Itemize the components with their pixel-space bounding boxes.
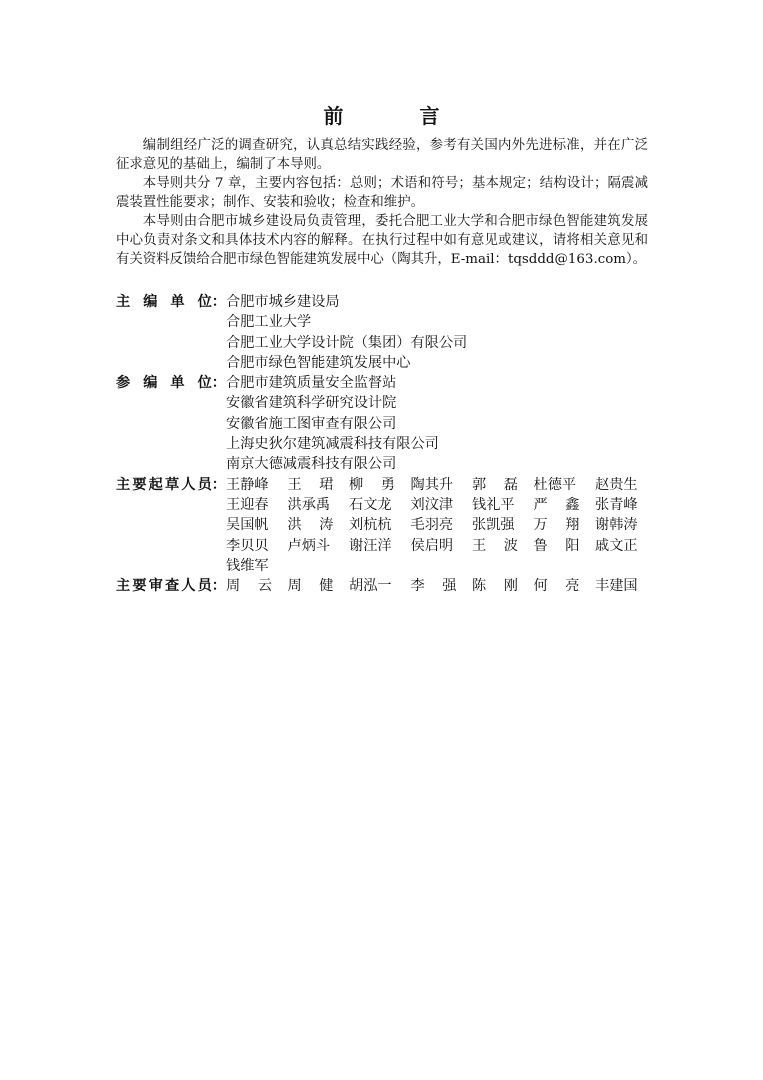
unit-item: 上海史狄尔建筑减震科技有限公司 bbox=[226, 436, 439, 453]
name-char: 珺 bbox=[319, 476, 334, 493]
label-char: 审 bbox=[148, 578, 163, 595]
label-char: 位 bbox=[197, 375, 212, 392]
participating-units-row bbox=[116, 373, 656, 474]
name-char: 周 bbox=[226, 578, 241, 595]
person-name: 王静峰 bbox=[226, 476, 269, 493]
name-char: 王 bbox=[287, 476, 302, 493]
name-char: 健 bbox=[319, 578, 334, 595]
unit-item: 安徽省建筑科学研究设计院 bbox=[226, 395, 397, 412]
name-char: 亮 bbox=[565, 578, 580, 595]
name-char: 何 bbox=[533, 578, 548, 595]
name-char: 波 bbox=[503, 537, 518, 554]
reviewers-names bbox=[226, 576, 657, 596]
participating-units-label bbox=[116, 373, 226, 393]
label-char: 草 bbox=[164, 476, 180, 493]
name-char: 王 bbox=[472, 537, 487, 554]
drafters-label bbox=[116, 475, 226, 495]
spaced-label bbox=[116, 292, 212, 312]
credits-section bbox=[116, 292, 656, 596]
label-char: 人 bbox=[181, 476, 196, 493]
label-char: 参 bbox=[116, 375, 131, 392]
participating-units-list bbox=[226, 373, 656, 474]
person-name: 李贝贝 bbox=[226, 537, 269, 554]
unit-item: 安徽省施工图审查有限公司 bbox=[226, 415, 397, 432]
label-char: 位 bbox=[197, 294, 212, 310]
label-colon: ： bbox=[211, 294, 226, 310]
person-name: 洪承禹 bbox=[287, 496, 331, 513]
unit-item: 合肥市绿色智能建筑发展中心 bbox=[226, 354, 411, 371]
person-name bbox=[534, 536, 580, 556]
person-name: 侯启明 bbox=[410, 537, 454, 554]
unit-item: 南京大德减震科技有限公司 bbox=[226, 456, 397, 473]
person-name: 丰建国 bbox=[595, 578, 638, 595]
label-colon: ： bbox=[211, 476, 226, 493]
person-name bbox=[534, 515, 580, 535]
name-char: 强 bbox=[442, 578, 457, 595]
person-name: 王迎春 bbox=[226, 496, 269, 513]
unit-item: 合肥市建筑质量安全监督站 bbox=[226, 375, 397, 392]
person-name bbox=[411, 576, 457, 596]
person-name: 张青峰 bbox=[595, 496, 638, 513]
name-char: 李 bbox=[410, 578, 425, 595]
name-char: 郭 bbox=[472, 476, 487, 493]
label-char: 主 bbox=[116, 294, 131, 310]
person-name bbox=[288, 475, 334, 495]
unit-item: 合肥工业大学 bbox=[226, 314, 312, 331]
chief-units-label bbox=[116, 292, 226, 312]
label-colon: ： bbox=[211, 375, 226, 392]
person-name: 杜德平 bbox=[533, 476, 577, 493]
name-char: 严 bbox=[533, 496, 548, 513]
name-char: 鲁 bbox=[533, 537, 548, 554]
person-name: 胡泓一 bbox=[349, 578, 392, 595]
label-char: 主 bbox=[116, 578, 131, 595]
name-char: 周 bbox=[287, 578, 302, 595]
person-name bbox=[288, 576, 334, 596]
name-char: 涛 bbox=[319, 517, 334, 534]
person-name: 谢汪洋 bbox=[349, 537, 392, 554]
spaced-label bbox=[116, 475, 212, 495]
person-name bbox=[534, 495, 580, 515]
person-name: 石文龙 bbox=[349, 496, 392, 513]
spaced-label bbox=[116, 576, 212, 596]
person-name bbox=[472, 576, 518, 596]
label-char: 员 bbox=[197, 476, 212, 493]
person-name: 戚文正 bbox=[595, 537, 638, 554]
label-char: 编 bbox=[143, 294, 158, 310]
person-name: 谢韩涛 bbox=[595, 517, 638, 534]
name-char: 陈 bbox=[472, 578, 487, 595]
unit-item: 合肥工业大学设计院（集团）有限公司 bbox=[226, 334, 468, 351]
name-char: 勇 bbox=[380, 476, 395, 493]
name-char: 磊 bbox=[503, 476, 518, 493]
person-name bbox=[472, 536, 518, 556]
label-char: 人 bbox=[181, 578, 196, 595]
spaced-label bbox=[116, 373, 212, 393]
unit-item: 合肥市城乡建设局 bbox=[226, 294, 340, 310]
drafters-names bbox=[226, 475, 657, 576]
preface-paragraph: 编制组经广泛的调查研究，认真总结实践经验，参考有关国内外先进标准，并在广泛征求意见的基础上，编制了本导则。 bbox=[116, 138, 648, 172]
label-char: 要 bbox=[132, 476, 147, 493]
label-char: 单 bbox=[170, 294, 185, 310]
label-char: 要 bbox=[132, 578, 147, 595]
page-title: 前 言 bbox=[323, 104, 468, 128]
person-name: 卢炳斗 bbox=[287, 537, 331, 554]
label-colon: ： bbox=[211, 578, 226, 595]
person-name: 赵贵生 bbox=[595, 476, 638, 493]
person-name bbox=[534, 576, 580, 596]
person-name bbox=[226, 576, 272, 596]
preface-paragraph: 本导则由合肥市城乡建设局负责管理，委托合肥工业大学和合肥市绿色智能建筑发展中心负责对条文和具体技术内容的解释。在执行过程中如有意见或建议，请将相关意见和有关资料反馈给合肥市绿色智能建筑发展中心（陶其升，E-mail：tqsddd@163.com）。 bbox=[116, 214, 648, 267]
name-char: 洪 bbox=[287, 517, 302, 534]
chief-units-row bbox=[116, 292, 656, 373]
person-name bbox=[288, 515, 334, 535]
name-char: 鑫 bbox=[565, 496, 580, 513]
label-char: 员 bbox=[197, 578, 212, 595]
name-char: 云 bbox=[257, 578, 272, 595]
name-char: 万 bbox=[533, 517, 548, 534]
reviewers-label bbox=[116, 576, 226, 596]
preface-section bbox=[116, 136, 648, 269]
label-char: 查 bbox=[164, 578, 180, 595]
name-char: 阳 bbox=[565, 537, 580, 554]
label-char: 起 bbox=[148, 476, 163, 493]
chief-units-list bbox=[226, 292, 656, 373]
label-char: 主 bbox=[116, 476, 131, 493]
name-char: 柳 bbox=[349, 476, 364, 493]
person-name: 毛羽亮 bbox=[410, 517, 454, 534]
person-name: 刘汶津 bbox=[410, 496, 454, 513]
person-name: 刘杭杭 bbox=[349, 517, 392, 534]
label-char: 编 bbox=[143, 375, 158, 392]
reviewers-row bbox=[116, 576, 656, 596]
name-char: 刚 bbox=[503, 578, 518, 595]
name-char: 翔 bbox=[565, 517, 580, 534]
label-char: 单 bbox=[170, 375, 185, 392]
person-name: 张凯强 bbox=[472, 517, 515, 534]
person-name: 陶其升 bbox=[410, 476, 454, 493]
drafters-row bbox=[116, 475, 656, 576]
preface-paragraph: 本导则共分 7 章，主要内容包括：总则；术语和符号；基本规定；结构设计；隔震减震装置性能要求；制作、安装和验收；检查和维护。 bbox=[116, 176, 648, 210]
person-name bbox=[349, 475, 395, 495]
person-name: 钱维军 bbox=[226, 557, 269, 574]
person-name bbox=[472, 475, 518, 495]
person-name: 钱礼平 bbox=[472, 496, 515, 513]
person-name: 吴国帆 bbox=[226, 517, 269, 534]
